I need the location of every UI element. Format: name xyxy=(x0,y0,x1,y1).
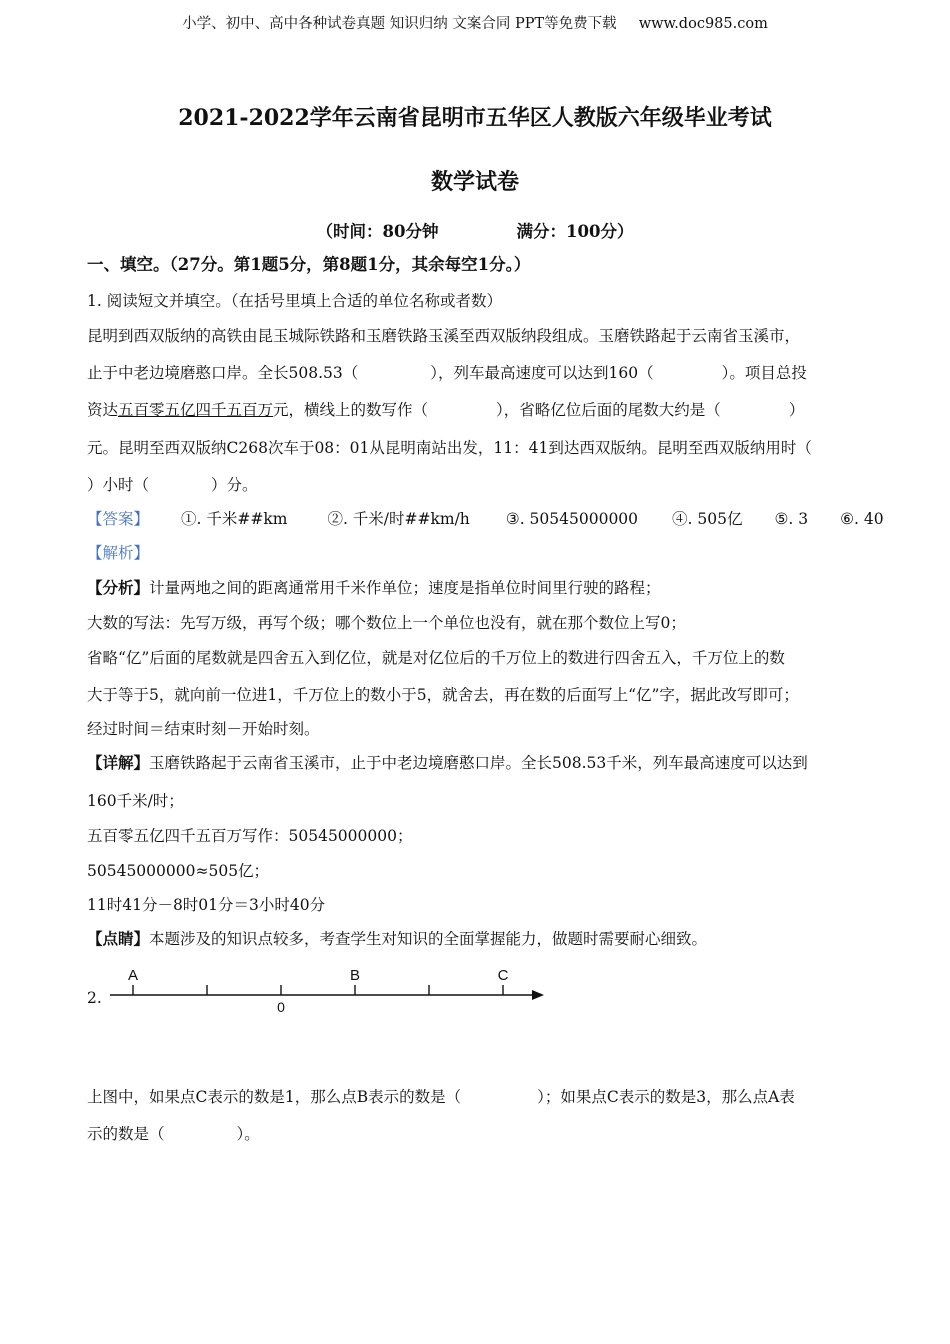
q1-prompt: 1. 阅读短文并填空。（在括号里填上合适的单位名称或者数） xyxy=(87,292,502,310)
zero-label: 0 xyxy=(277,999,285,1015)
analysis-label: 【解析】 xyxy=(87,544,150,562)
number-line-arrow xyxy=(532,990,544,1000)
answer-item: ④. 505亿 xyxy=(672,510,743,528)
q2-text-line: 上图中，如果点C表示的数是1，那么点B表示的数是（ ）；如果点C表示的数是3，那么点A表 xyxy=(87,1088,795,1106)
answer-line xyxy=(87,509,884,529)
q1-paragraph-line: 止于中老边境磨憨口岸。全长508.53（ ），列车最高速度可以达到160（ ）。项目总投 xyxy=(87,364,807,382)
comment-line: 【点睛】本题涉及的知识点较多，考查学生对知识的全面掌握能力，做题时需要耐心细致。 xyxy=(87,929,708,948)
section-heading: 一、填空。（27分。第1题5分，第8题1分，其余每空1分。） xyxy=(87,255,531,274)
answer-item: ③. 50545000000 xyxy=(505,510,639,528)
analysis-line: 【分析】计量两地之间的距离通常用千米作单位；速度是指单位时间里行驶的路程； xyxy=(87,578,661,597)
analysis-line: 大于等于5，就向前一位进1，千万位上的数小于5，就舍去，再在数的后面写上“亿”字，据此改写即可； xyxy=(87,686,799,704)
q1-paragraph-line: ）小时（ ）分。 xyxy=(87,476,258,494)
analysis-line: 经过时间＝结束时刻－开始时刻。 xyxy=(87,720,320,738)
q2-number: 2. xyxy=(87,989,102,1007)
answer-item: ①. 千米##km xyxy=(181,510,288,528)
header-text: 小学、初中、高中各种试卷真题 知识归纳 文案合同 PPT等免费下载 xyxy=(182,16,617,32)
q1-paragraph-line: 昆明到西双版纳的高铁由昆玉城际铁路和玉磨铁路玉溪至西双版纳段组成。玉磨铁路起于云南省玉溪市， xyxy=(87,327,801,345)
answer-item: ⑤. 3 xyxy=(774,510,809,528)
exam-score: 满分：100分） xyxy=(516,222,634,241)
analysis-line: 省略“亿”后面的尾数就是四舍五入到亿位，就是对亿位后的千万位上的数进行四舍五入，千万位上的数 xyxy=(87,649,785,667)
detail-line: 五百零五亿四千五百万写作：50545000000； xyxy=(87,827,413,845)
analysis-line: 大数的写法：先写万级，再写个级；哪个数位上一个单位也没有，就在那个数位上写0； xyxy=(87,614,686,632)
answer-item: ⑥. 40 xyxy=(840,510,884,528)
detail-line: 160千米/时； xyxy=(87,792,184,810)
point-label-b: B xyxy=(349,967,361,984)
point-label-a: A xyxy=(127,967,139,984)
q2-text-line: 示的数是（ ）。 xyxy=(87,1125,260,1143)
exam-title-line1: 2021-2022学年云南省昆明市五华区人教版六年级毕业考试 xyxy=(178,105,772,131)
detail-line: 50545000000≈505亿； xyxy=(87,862,270,880)
number-line-figure xyxy=(108,962,558,1022)
answer-item: ②. 千米/时##km/h xyxy=(327,510,470,528)
answer-label: 【答案】 xyxy=(87,510,150,528)
q1-paragraph-line: 资达五百零五亿四千五百万元，横线上的数写作（ ），省略亿位后面的尾数大约是（ ） xyxy=(87,401,805,419)
page-header xyxy=(0,12,950,33)
header-site-link[interactable]: www.doc985.com xyxy=(638,16,768,32)
exam-title-line2: 数学试卷 xyxy=(430,169,519,195)
exam-time: （时间：80分钟 xyxy=(316,222,439,241)
q1-paragraph-line: 元。昆明至西双版纳C268次车于08：01从昆明南站出发，11：41到达西双版纳。昆明至西双版纳用时（ xyxy=(87,439,812,457)
detail-line: 11时41分－8时01分＝3小时40分 xyxy=(87,896,326,914)
exam-info xyxy=(0,218,950,242)
underlined-number-words: 五百零五亿四千五百万 xyxy=(118,401,274,419)
point-label-c: C xyxy=(497,967,509,984)
detail-line: 【详解】玉磨铁路起于云南省玉溪市，止于中老边境磨憨口岸。全长508.53千米，列车最高速度可以达到 xyxy=(87,753,808,772)
